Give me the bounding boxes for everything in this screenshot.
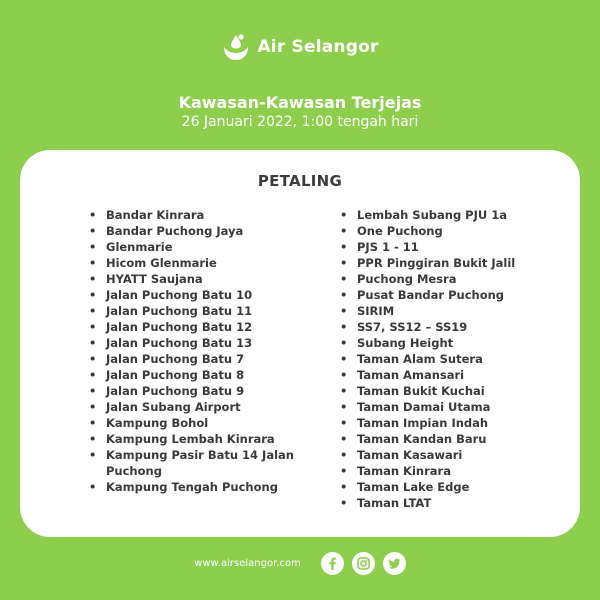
area-list-item: • Jalan Puchong Batu 10 (84, 287, 304, 303)
area-list-item: • Jalan Puchong Batu 12 (84, 319, 304, 335)
area-list-item: • SIRIM (335, 303, 555, 319)
water-drop-logo-icon (221, 32, 251, 62)
area-list-item: • Puchong Mesra (335, 271, 555, 287)
affected-areas-card (20, 150, 580, 537)
area-list-item: • Glenmarie (84, 239, 304, 255)
area-list-item: • Kampung Bohol (84, 415, 304, 431)
area-list-item: • Taman LTAT (335, 495, 555, 511)
area-list-item: • Taman Kinrara (335, 463, 555, 479)
area-list-item: • Taman Kandan Baru (335, 431, 555, 447)
area-list-item: • Taman Kasawari (335, 447, 555, 463)
area-list-item: • Jalan Puchong Batu 13 (84, 335, 304, 351)
area-list-item: • Taman Lake Edge (335, 479, 555, 495)
area-list-item: • Taman Alam Sutera (335, 351, 555, 367)
area-list-item: • Bandar Kinrara (84, 207, 304, 223)
area-list-item: • One Puchong (335, 223, 555, 239)
page-title: Kawasan-Kawasan Terjejas (178, 93, 422, 112)
area-list-item: • Jalan Puchong Batu 7 (84, 351, 304, 367)
area-list-item: • Jalan Puchong Batu 8 (84, 367, 304, 383)
area-list-item: • Jalan Puchong Batu 11 (84, 303, 304, 319)
brand-name: Air Selangor (257, 37, 379, 57)
area-list-item: • Hicom Glenmarie (84, 255, 304, 271)
area-list-item: • Bandar Puchong Jaya (84, 223, 304, 239)
area-list-right (335, 207, 555, 511)
area-list-item: • Jalan Puchong Batu 9 (84, 383, 304, 399)
area-list-item: • Subang Height (335, 335, 555, 351)
page-subtitle: 26 Januari 2022, 1:00 tengah hari (181, 114, 419, 130)
twitter-icon[interactable] (383, 552, 406, 575)
area-list-item: • PJS 1 - 11 (335, 239, 555, 255)
area-list-item: • Taman Bukit Kuchai (335, 383, 555, 399)
instagram-icon[interactable] (352, 552, 375, 575)
facebook-icon[interactable] (321, 552, 344, 575)
footer (0, 552, 600, 575)
area-list-item: • Kampung Tengah Puchong (84, 479, 304, 495)
area-list-item: • HYATT Saujana (84, 271, 304, 287)
headline (0, 93, 600, 130)
area-list-item: • SS7, SS12 – SS19 (335, 319, 555, 335)
area-list-item: • Kampung Pasir Batu 14 Jalan Puchong (84, 447, 304, 479)
area-list-item: • Kampung Lembah Kinrara (84, 431, 304, 447)
area-list-item: • PPR Pinggiran Bukit Jalil (335, 255, 555, 271)
area-list-item: • Pusat Bandar Puchong (335, 287, 555, 303)
brand-header (0, 32, 600, 62)
website-link[interactable]: www.airselangor.com (194, 558, 301, 569)
area-list-item: • Taman Amansari (335, 367, 555, 383)
area-list-item: • Taman Impian Indah (335, 415, 555, 431)
area-list-item: • Jalan Subang Airport (84, 399, 304, 415)
area-list-item: • Lembah Subang PJU 1a (335, 207, 555, 223)
region-title: PETALING (257, 172, 343, 190)
area-list-item: • Taman Damai Utama (335, 399, 555, 415)
area-list-left (84, 207, 304, 495)
